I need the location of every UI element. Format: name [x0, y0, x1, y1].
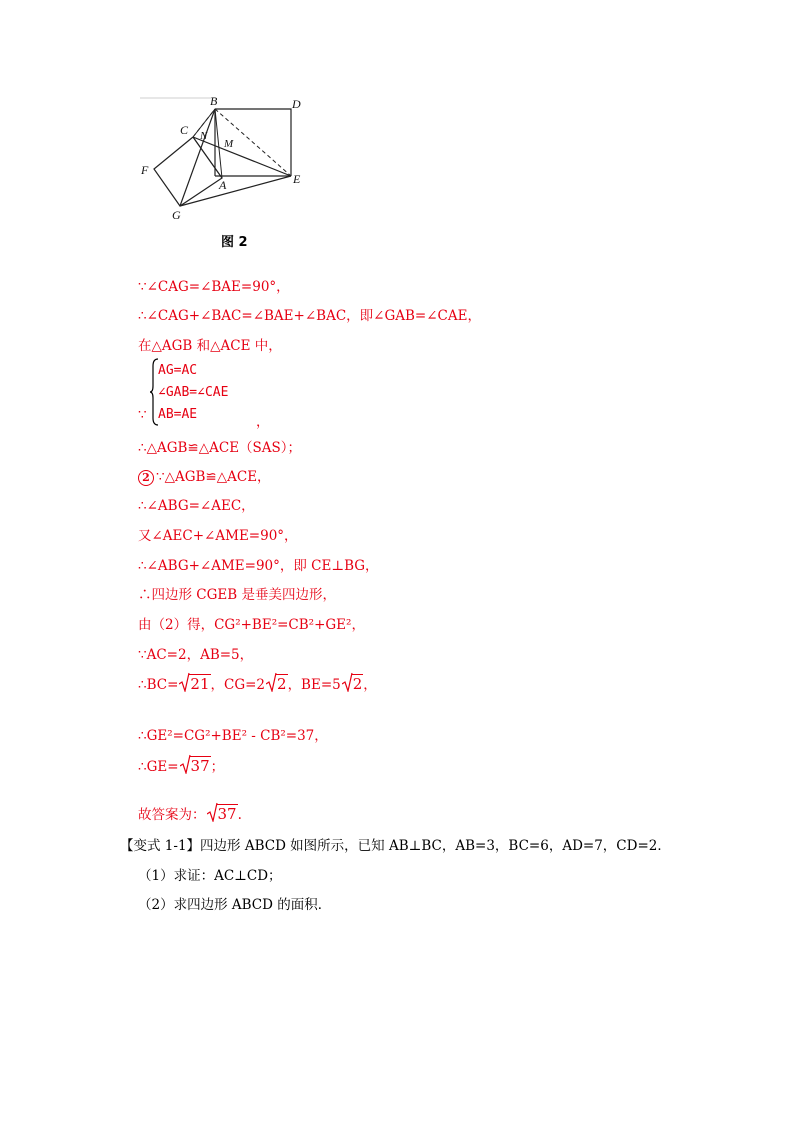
- proof-line-15: ∴GE= 37；: [138, 757, 225, 775]
- proof-line-9: ∴∠ABG+∠AME=90°，即 CE⊥BG，: [138, 558, 379, 574]
- label-c: C: [180, 123, 189, 137]
- proof-line-14: ∴GE²=CG²+BE² - CB²=37，: [138, 728, 328, 744]
- variant-question-2: （2）求四边形 ABCD 的面积．: [138, 897, 332, 913]
- sqrt-2-be: 2: [342, 674, 364, 693]
- label-m: M: [224, 138, 234, 150]
- system-comma: ，: [256, 414, 270, 430]
- proof-line-1: ∵∠CAG=∠BAE=90°，: [138, 279, 290, 295]
- sqrt-37: 37: [180, 756, 211, 775]
- proof-line-8: 又∠AEC+∠AME=90°，: [138, 528, 298, 544]
- proof-line-13: ∴BC= 21，CG=2 2，BE=5 2，: [138, 675, 377, 693]
- sqrt-21: 21: [179, 674, 210, 693]
- answer-line: 故答案为： 37.: [138, 805, 242, 823]
- proof-line-12: ∵AC=2，AB=5，: [138, 647, 254, 663]
- label-d: D: [292, 97, 301, 111]
- proof-line-3: 在△AGB 和△ACE 中，: [138, 338, 282, 354]
- sqrt-37-answer: 37: [207, 804, 238, 823]
- label-b: B: [210, 94, 218, 108]
- label-g: G: [172, 208, 181, 220]
- variant-header: 【变式 1-1】四边形 ABCD 如图所示，已知 AB⊥BC，AB=3，BC=6，AD=7，CD=2．: [120, 838, 671, 854]
- proof-line-2: ∴∠CAG+∠BAC=∠BAE+∠BAC，即∠GAB=∠CAE，: [138, 308, 481, 324]
- proof-line-7: ∴∠ABG=∠AEC，: [138, 498, 255, 514]
- system-row-2: ∠GAB=∠CAE: [158, 385, 229, 400]
- label-e: E: [293, 172, 301, 186]
- geometry-figure: [138, 90, 308, 220]
- equation-system: [158, 360, 228, 426]
- proof-line-10: ∴四边形 CGEB 是垂美四边形，: [138, 587, 336, 603]
- label-a: A: [219, 178, 227, 192]
- figure-caption: 图 2: [221, 235, 248, 250]
- proof-line-5: ∴△AGB≌△ACE（SAS）；: [138, 440, 302, 456]
- proof-line-6: 2 ∵△AGB≌△ACE，: [138, 465, 271, 486]
- sqrt-2-cg: 2: [266, 674, 288, 693]
- label-f: F: [141, 163, 149, 177]
- figure-2-diagram: [138, 90, 308, 220]
- system-because: ∵: [138, 407, 147, 423]
- system-row-3: AB=AE: [158, 407, 198, 422]
- circled-number: 2: [138, 470, 154, 486]
- variant-question-1: （1）求证：AC⊥CD；: [138, 868, 282, 884]
- system-row-1: AG=AC: [158, 363, 198, 378]
- label-n: N: [200, 130, 208, 142]
- proof-line-11: 由（2）得，CG²+BE²=CB²+GE²，: [138, 617, 365, 633]
